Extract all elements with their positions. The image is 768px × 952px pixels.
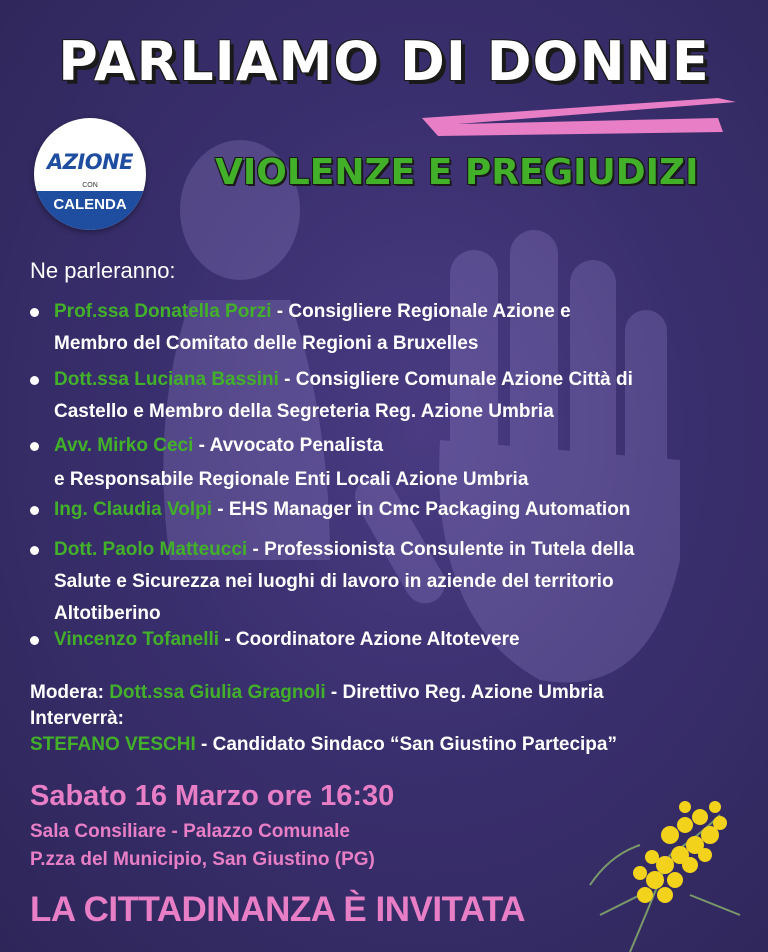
venue-address: P.zza del Municipio, San Giustino (PG) xyxy=(30,849,375,870)
event-date: Sabato 16 Marzo ore 16:30 xyxy=(30,780,395,812)
speaker-item xyxy=(30,624,520,656)
speaker-role: - Consigliere Regionale Azione e xyxy=(271,301,571,322)
speaker-item xyxy=(30,534,634,630)
speaker-role: - Consigliere Comunale Azione Città di xyxy=(278,369,633,390)
mimosa-flower-icon xyxy=(570,795,760,952)
venue-line: Sala Consiliare - Palazzo Comunale xyxy=(30,821,350,842)
event-subtitle: VIOLENZE E PREGIUDIZI xyxy=(215,152,699,193)
moderator-line xyxy=(30,680,617,706)
speaker-role: - Coordinatore Azione Altotevere xyxy=(219,629,520,650)
event-title: PARLIAMO DI DONNE xyxy=(58,30,710,93)
event-venue xyxy=(30,818,375,874)
speaker-name: Prof.ssa Donatella Porzi xyxy=(54,301,272,322)
bullet-icon xyxy=(30,308,39,317)
logo-calenda-text: CALENDA xyxy=(53,196,127,213)
moderator-block xyxy=(30,680,617,758)
speaker-role-line: Membro del Comitato delle Regioni a Bruxelles xyxy=(54,333,479,354)
speaker-role-line: e Responsabile Regionale Enti Locali Azione Umbria xyxy=(54,469,529,490)
intervention-label: Interverrà: xyxy=(30,708,124,729)
moderator-role: - Direttivo Reg. Azione Umbria xyxy=(325,682,604,703)
speaker-name: Ing. Claudia Volpi xyxy=(54,499,212,520)
speaker-item xyxy=(30,494,630,526)
intervention-name: STEFANO VESCHI xyxy=(30,734,196,755)
bullet-icon xyxy=(30,636,39,645)
speaker-item xyxy=(30,364,633,428)
speaker-name: Dott.ssa Luciana Bassini xyxy=(54,369,279,390)
speaker-role: - Professionista Consulente in Tutela della xyxy=(247,539,635,560)
invitation-footer: LA CITTADINANZA È INVITATA xyxy=(30,890,526,929)
pink-swoosh-underline-icon xyxy=(418,88,738,140)
bullet-icon xyxy=(30,442,39,451)
azione-calenda-logo xyxy=(34,118,146,230)
speakers-intro: Ne parleranno: xyxy=(30,258,176,283)
moderator-name: Dott.ssa Giulia Gragnoli xyxy=(109,682,326,703)
speaker-item xyxy=(30,296,571,360)
bullet-icon xyxy=(30,376,39,385)
speaker-role-line: Altotiberino xyxy=(54,603,161,624)
logo-con-text: CON xyxy=(82,182,98,189)
intervention-line xyxy=(30,732,617,758)
speaker-item xyxy=(30,430,528,496)
logo-azione-text: AZIONE xyxy=(46,150,134,174)
speaker-name: Avv. Mirko Ceci xyxy=(54,435,194,456)
intervention-role: - Candidato Sindaco “San Giustino Partecipa” xyxy=(195,734,617,755)
speaker-role-line: Salute e Sicurezza nei luoghi di lavoro in aziende del territorio xyxy=(54,571,614,592)
speaker-role: - Avvocato Penalista xyxy=(193,435,384,456)
speaker-name: Vincenzo Tofanelli xyxy=(54,629,220,650)
bullet-icon xyxy=(30,506,39,515)
speaker-role: - EHS Manager in Cmc Packaging Automation xyxy=(211,499,631,520)
speaker-name: Dott. Paolo Matteucci xyxy=(54,539,248,560)
bullet-icon xyxy=(30,546,39,555)
moderator-label: Modera: xyxy=(30,682,110,703)
speaker-role-line: Castello e Membro della Segreteria Reg. Azione Umbria xyxy=(54,401,554,422)
